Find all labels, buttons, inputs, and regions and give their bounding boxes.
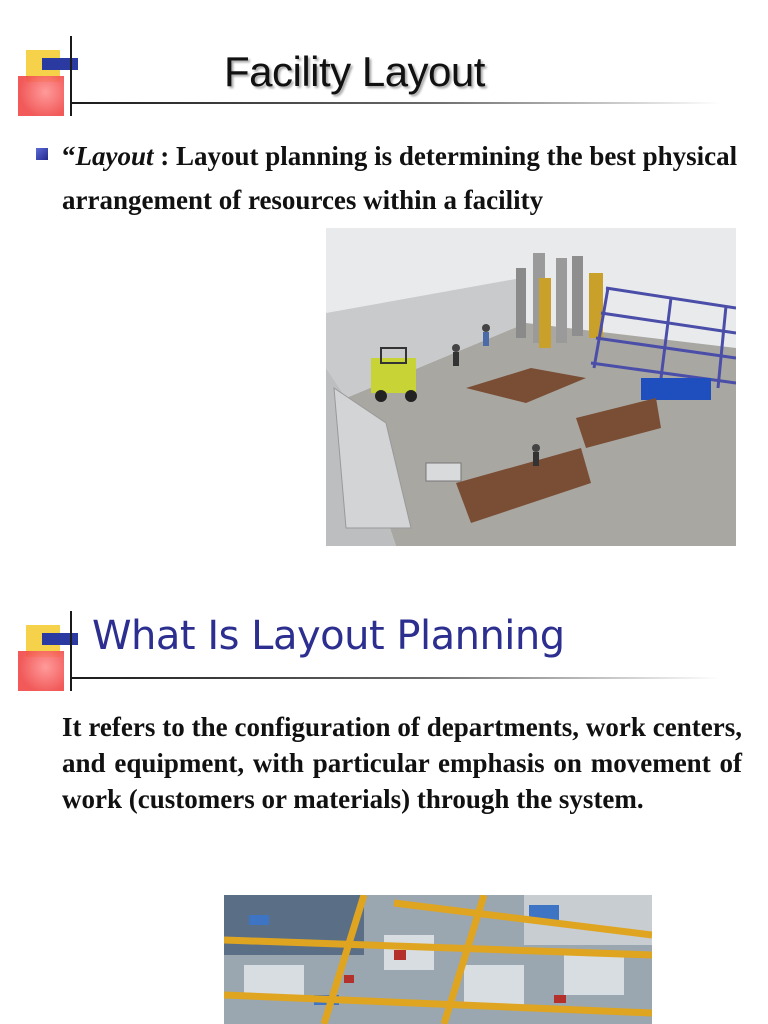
- bullet-icon: [36, 148, 48, 160]
- slide-corner-logo-icon: [18, 36, 88, 116]
- slide-what-is-layout-planning: [0, 575, 768, 1024]
- term: Layout: [75, 141, 154, 171]
- definition-text: Layout planning is determining the best physical arrangement of resources within a facility: [62, 141, 738, 215]
- body-paragraph: It refers to the configuration of departments, work centers, and equipment, with particular emphasis on movement of work (customers or materials) through the system.: [62, 712, 742, 814]
- slide-title: What Is Layout Planning: [92, 613, 565, 659]
- separator: :: [153, 141, 176, 171]
- factory-floor-illustration-icon: [224, 895, 652, 1024]
- slide-corner-logo-icon: [18, 611, 88, 691]
- slide-title: Facility Layout: [224, 48, 485, 95]
- quote-mark: “: [62, 141, 76, 171]
- definition-paragraph: [62, 134, 742, 222]
- warehouse-layout-illustration-icon: [326, 228, 736, 546]
